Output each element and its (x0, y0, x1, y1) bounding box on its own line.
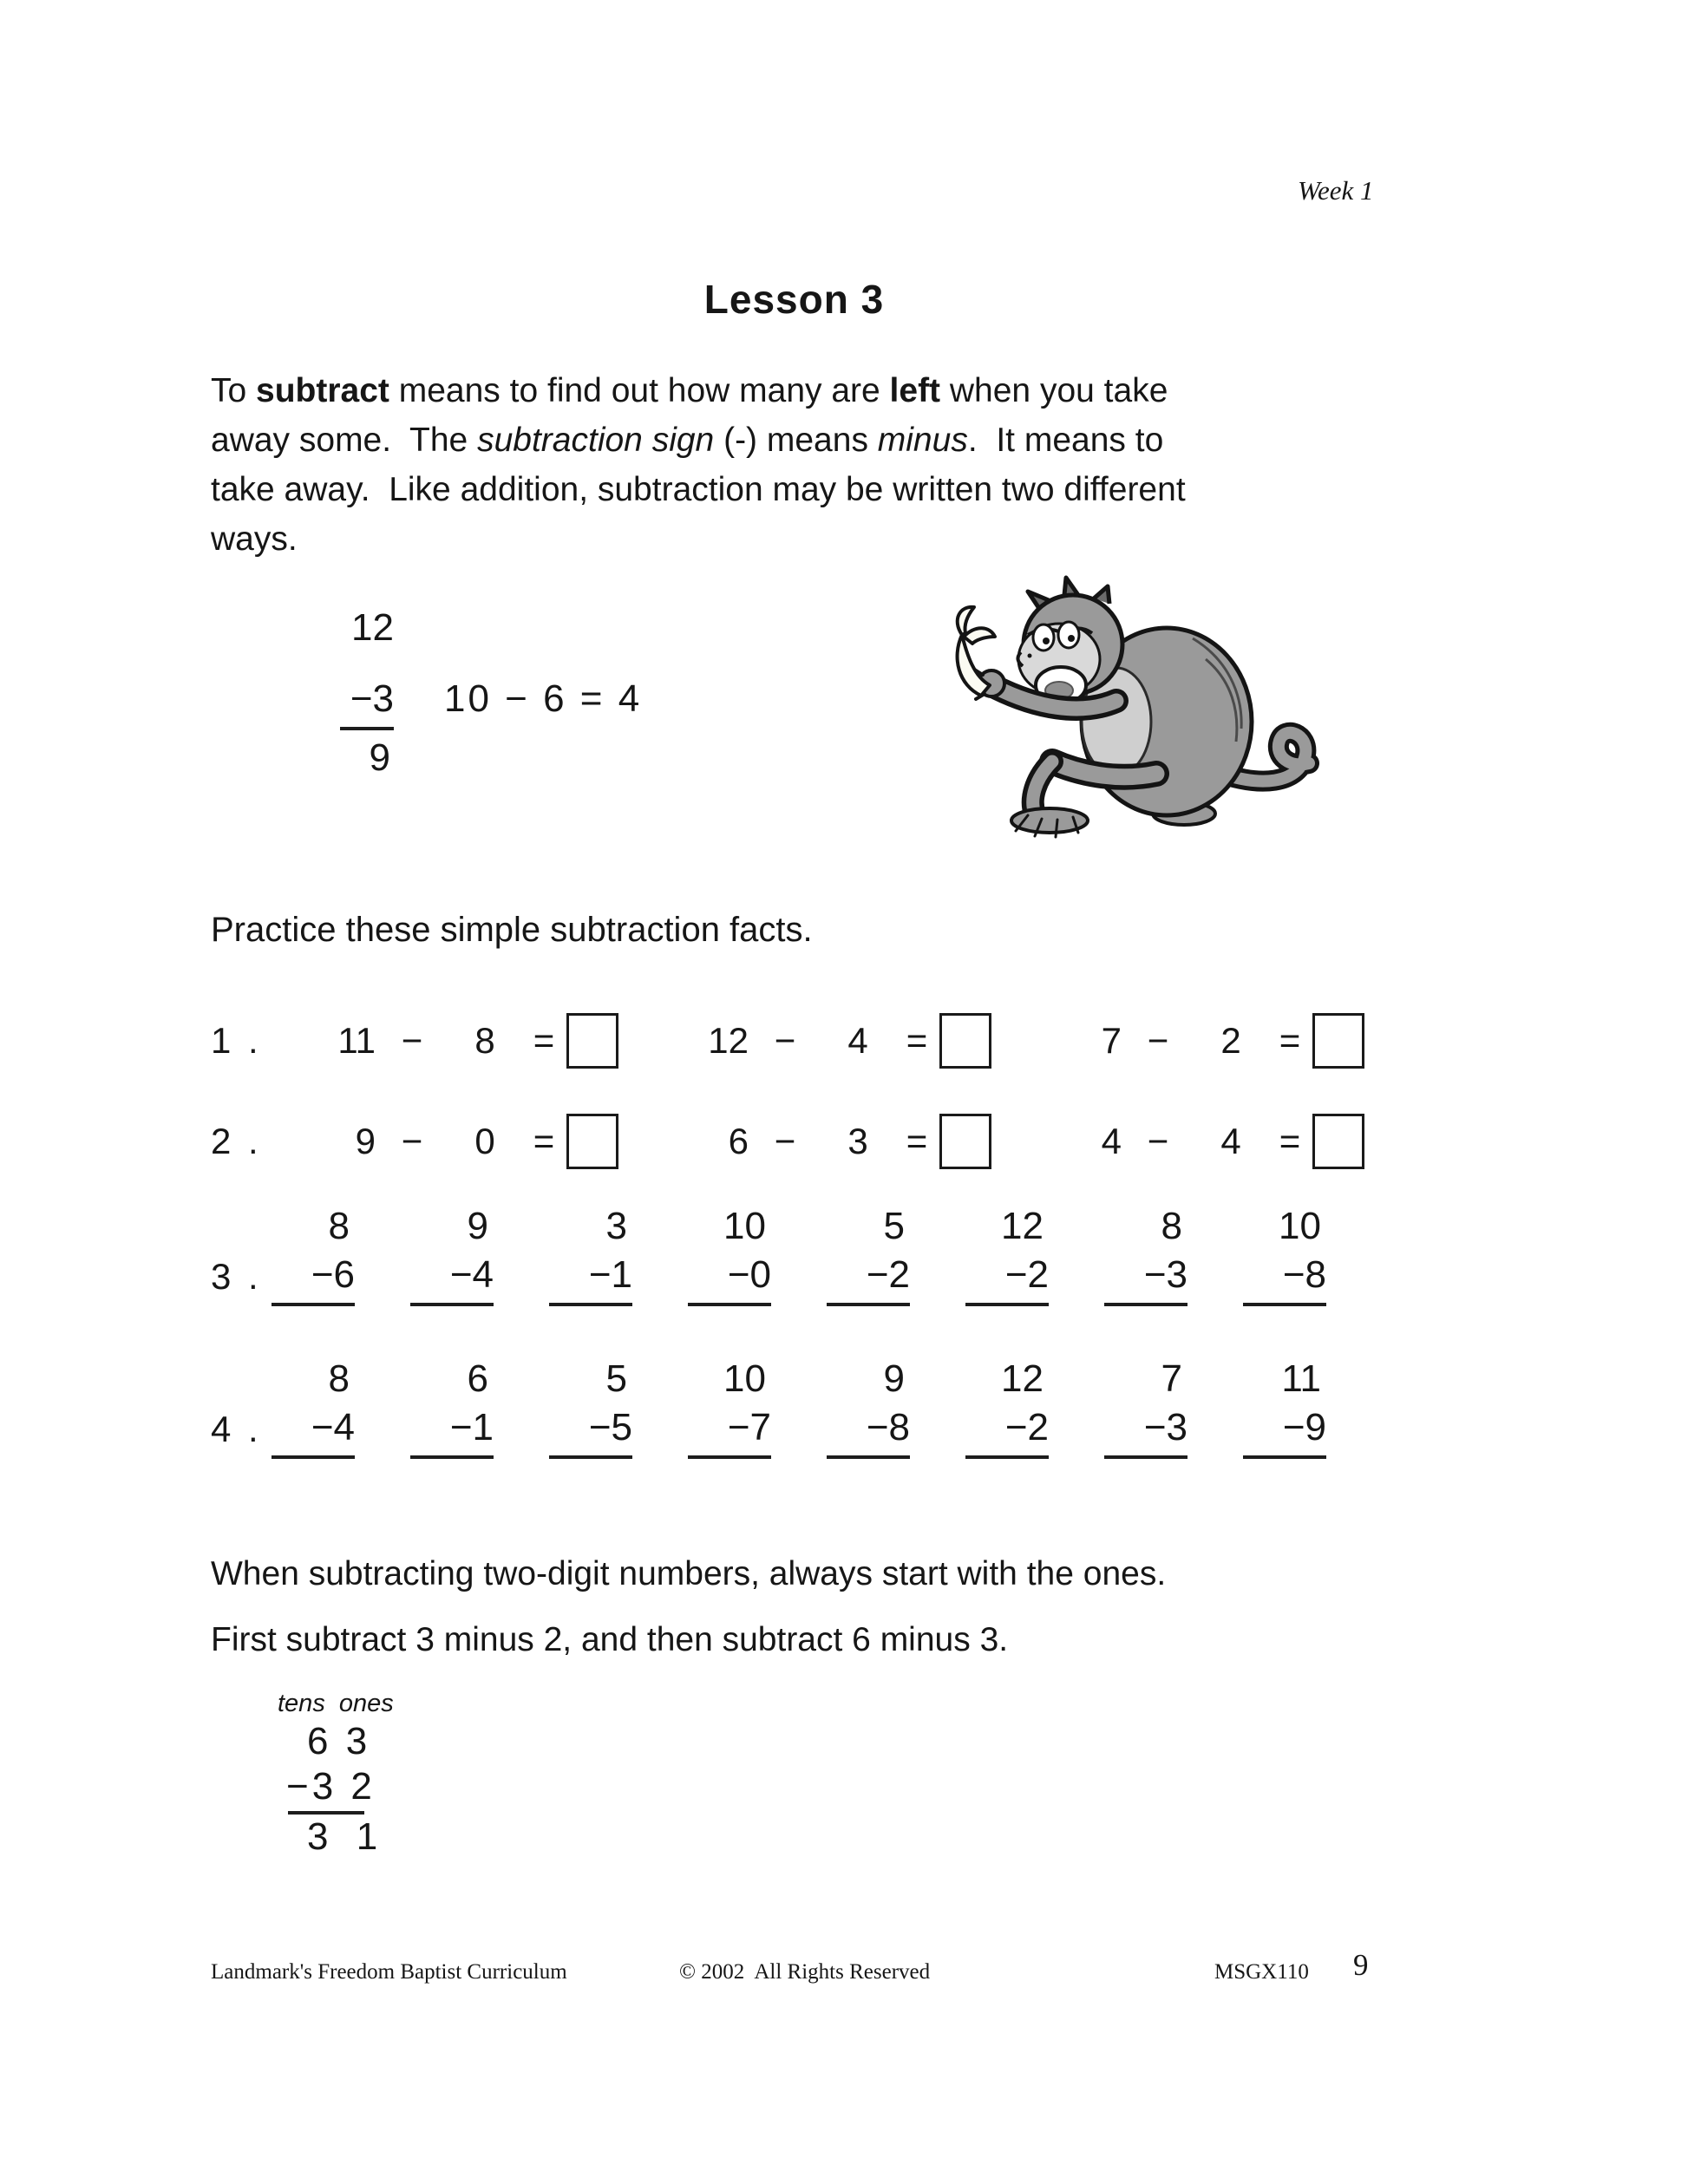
text-segment: To (211, 372, 257, 409)
answer-line[interactable] (1104, 1455, 1187, 1459)
minuend: 10 (1279, 1205, 1321, 1247)
answer-box[interactable] (939, 1013, 991, 1069)
answer-line[interactable] (965, 1455, 1049, 1459)
answer-line[interactable] (1243, 1303, 1326, 1306)
answer-line[interactable] (827, 1303, 910, 1306)
ones-label: ones (338, 1690, 394, 1717)
subtrahend: −6 (311, 1253, 355, 1296)
example-minuend: 12 (351, 606, 394, 649)
subtrahend: 4 (847, 1020, 868, 1061)
vertical-subtraction-problem (827, 1202, 910, 1306)
minuend: 4 (1101, 1121, 1122, 1161)
difference: 3 1 (307, 1815, 387, 1858)
vertical-subtraction-problem (965, 1355, 1049, 1459)
vertical-subtraction-problem (549, 1202, 632, 1306)
text-segment: . It means to (967, 422, 1164, 459)
answer-box[interactable] (1312, 1114, 1364, 1169)
subtrahend: −1 (449, 1406, 494, 1448)
fact-row-4 (211, 1355, 1382, 1459)
minus-sign: − (774, 1020, 796, 1061)
two-digit-example (278, 1688, 394, 1860)
subtraction-problem (304, 1114, 618, 1169)
minuend: 7 (1161, 1357, 1182, 1400)
minus-sign: − (1147, 1020, 1169, 1061)
subtrahend: −3 2 (286, 1765, 376, 1808)
minuend: 6 3 (307, 1720, 371, 1762)
page-number: 9 (1353, 1948, 1369, 1982)
minus-sign: − (401, 1121, 423, 1161)
answer-line[interactable] (272, 1455, 355, 1459)
text-segment-bold: subtract (256, 372, 389, 409)
minuend: 5 (883, 1205, 905, 1247)
answer-box[interactable] (939, 1114, 991, 1169)
vertical-subtraction-problem (410, 1202, 494, 1306)
vertical-subtraction-problem (827, 1355, 910, 1459)
practice-heading: Practice these simple subtraction facts. (211, 911, 813, 949)
subtrahend: −8 (1282, 1253, 1326, 1296)
minuend: 8 (328, 1357, 350, 1400)
subtrahend: −4 (449, 1253, 494, 1296)
fact-row-2 (211, 1114, 1423, 1169)
text-segment-italic: minus (877, 422, 968, 459)
equals-sign: = (1279, 1121, 1301, 1161)
text-segment: away some. The (211, 422, 478, 459)
minuend: 12 (1001, 1357, 1044, 1400)
vertical-subtraction-problem (1243, 1202, 1326, 1306)
minuend: 9 (355, 1121, 376, 1161)
minuend: 9 (467, 1205, 488, 1247)
vertical-example-problem (338, 604, 394, 782)
answer-box[interactable] (566, 1013, 618, 1069)
text-segment: means to find out how many are (389, 372, 890, 409)
row-number-label: 3 . (211, 1256, 262, 1297)
subtraction-problem (304, 1013, 618, 1069)
vertical-subtraction-problem (549, 1355, 632, 1459)
minus-sign: − (774, 1121, 796, 1161)
subtrahend: −4 (311, 1406, 355, 1448)
intro-line-2 (211, 415, 1425, 465)
minuend: 8 (328, 1205, 350, 1247)
answer-line[interactable] (827, 1455, 910, 1459)
minus-sign: − (401, 1020, 423, 1061)
example-subtrahend: −3 (350, 677, 394, 720)
minuend: 6 (728, 1121, 749, 1161)
minus-sign: − (1147, 1121, 1169, 1161)
minuend: 10 (723, 1205, 766, 1247)
vertical-subtraction-problem (965, 1202, 1049, 1306)
equals-sign: = (906, 1121, 928, 1161)
vertical-subtraction-problem (1104, 1355, 1187, 1459)
answer-line[interactable] (549, 1455, 632, 1459)
equals-sign: = (533, 1020, 555, 1061)
minuend: 6 (467, 1357, 488, 1400)
subtrahend: −2 (866, 1253, 910, 1296)
subtrahend: −2 (1004, 1406, 1049, 1448)
vertical-subtraction-problem (1104, 1202, 1187, 1306)
vertical-subtraction-problem (688, 1355, 771, 1459)
equals-sign: = (533, 1121, 555, 1161)
subtraction-problem (677, 1013, 991, 1069)
equals-sign: = (1279, 1020, 1301, 1061)
footer-copyright: © 2002 All Rights Reserved (679, 1960, 931, 1984)
tens-label: tens (278, 1690, 325, 1717)
minuend: 7 (1101, 1020, 1122, 1061)
text-segment-italic: subtraction sign (477, 422, 715, 459)
answer-line[interactable] (965, 1303, 1049, 1306)
minuend: 8 (1161, 1205, 1182, 1247)
answer-line[interactable] (688, 1303, 771, 1306)
subtrahend: −7 (727, 1406, 771, 1448)
subtrahend: 0 (474, 1121, 495, 1161)
vertical-subtraction-problem (1243, 1355, 1326, 1459)
minuend: 12 (1001, 1205, 1044, 1247)
subtrahend: −5 (588, 1406, 632, 1448)
vertical-subtraction-problem (272, 1202, 355, 1306)
footer-publisher: Landmark's Freedom Baptist Curriculum (211, 1960, 567, 1984)
intro-line-1 (211, 366, 1425, 415)
intro-line-3: take away. Like addition, subtraction may be written two different (211, 471, 1186, 508)
intro-line-4: ways. (211, 520, 298, 558)
subtrahend: −9 (1282, 1406, 1326, 1448)
vertical-subtraction-problem (410, 1355, 494, 1459)
fact-row-1 (211, 1013, 1423, 1069)
subtrahend: 3 (847, 1121, 868, 1161)
monkey-illustration (898, 555, 1323, 846)
answer-line[interactable] (549, 1303, 632, 1306)
minuend: 12 (708, 1020, 749, 1061)
monkey-icon (898, 555, 1323, 846)
subtrahend: −1 (588, 1253, 632, 1296)
minuend: 11 (337, 1020, 376, 1061)
horizontal-example-problem: 10 − 6 = 4 (444, 677, 643, 720)
answer-line[interactable] (410, 1303, 494, 1306)
two-digit-paragraph (211, 1549, 1166, 1665)
subtraction-problem (1050, 1013, 1364, 1069)
answer-box[interactable] (1312, 1013, 1364, 1069)
answer-line[interactable] (272, 1303, 355, 1306)
minuend: 3 (605, 1205, 627, 1247)
example-answer-line (340, 727, 394, 730)
minuend: 5 (605, 1357, 627, 1400)
minuend: 10 (723, 1357, 766, 1400)
subtrahend: 4 (1220, 1121, 1241, 1161)
minuend: 11 (1281, 1357, 1321, 1400)
page-title: Lesson 3 (703, 277, 885, 322)
text-segment-bold: left (889, 372, 941, 409)
subtrahend: −0 (727, 1253, 771, 1296)
answer-line[interactable] (1104, 1303, 1187, 1306)
vertical-subtraction-problem (272, 1355, 355, 1459)
row-number-label: 1 . (211, 1020, 262, 1061)
fact-row-3 (211, 1202, 1382, 1306)
subtraction-problem (1050, 1114, 1364, 1169)
minuend: 9 (883, 1357, 905, 1400)
vertical-subtraction-problem (688, 1202, 771, 1306)
equals-sign: = (906, 1020, 928, 1061)
answer-box[interactable] (566, 1114, 618, 1169)
text-segment: (-) means (714, 422, 878, 459)
subtrahend: −8 (866, 1406, 910, 1448)
row-number-label: 4 . (211, 1409, 262, 1449)
row-number-label: 2 . (211, 1121, 262, 1161)
week-label: Week 1 (1298, 175, 1374, 206)
subtrahend: −2 (1004, 1253, 1049, 1296)
intro-paragraph (211, 366, 1425, 564)
answer-line[interactable] (688, 1455, 771, 1459)
answer-line[interactable] (1243, 1455, 1326, 1459)
text-segment: when you take (940, 372, 1168, 409)
subtraction-problem (677, 1114, 991, 1169)
footer-code: MSGX110 (1214, 1960, 1309, 1984)
place-value-labels (278, 1688, 394, 1719)
two-digit-line-2: First subtract 3 minus 2, and then subtract 6 minus 3. (211, 1621, 1009, 1658)
answer-line[interactable] (410, 1455, 494, 1459)
two-digit-line-1: When subtracting two-digit numbers, always start with the ones. (211, 1555, 1167, 1592)
subtrahend: 2 (1220, 1020, 1241, 1061)
example-difference: 9 (369, 736, 390, 779)
subtrahend: −3 (1143, 1406, 1187, 1448)
subtrahend: 8 (474, 1020, 495, 1061)
subtrahend: −3 (1143, 1253, 1187, 1296)
